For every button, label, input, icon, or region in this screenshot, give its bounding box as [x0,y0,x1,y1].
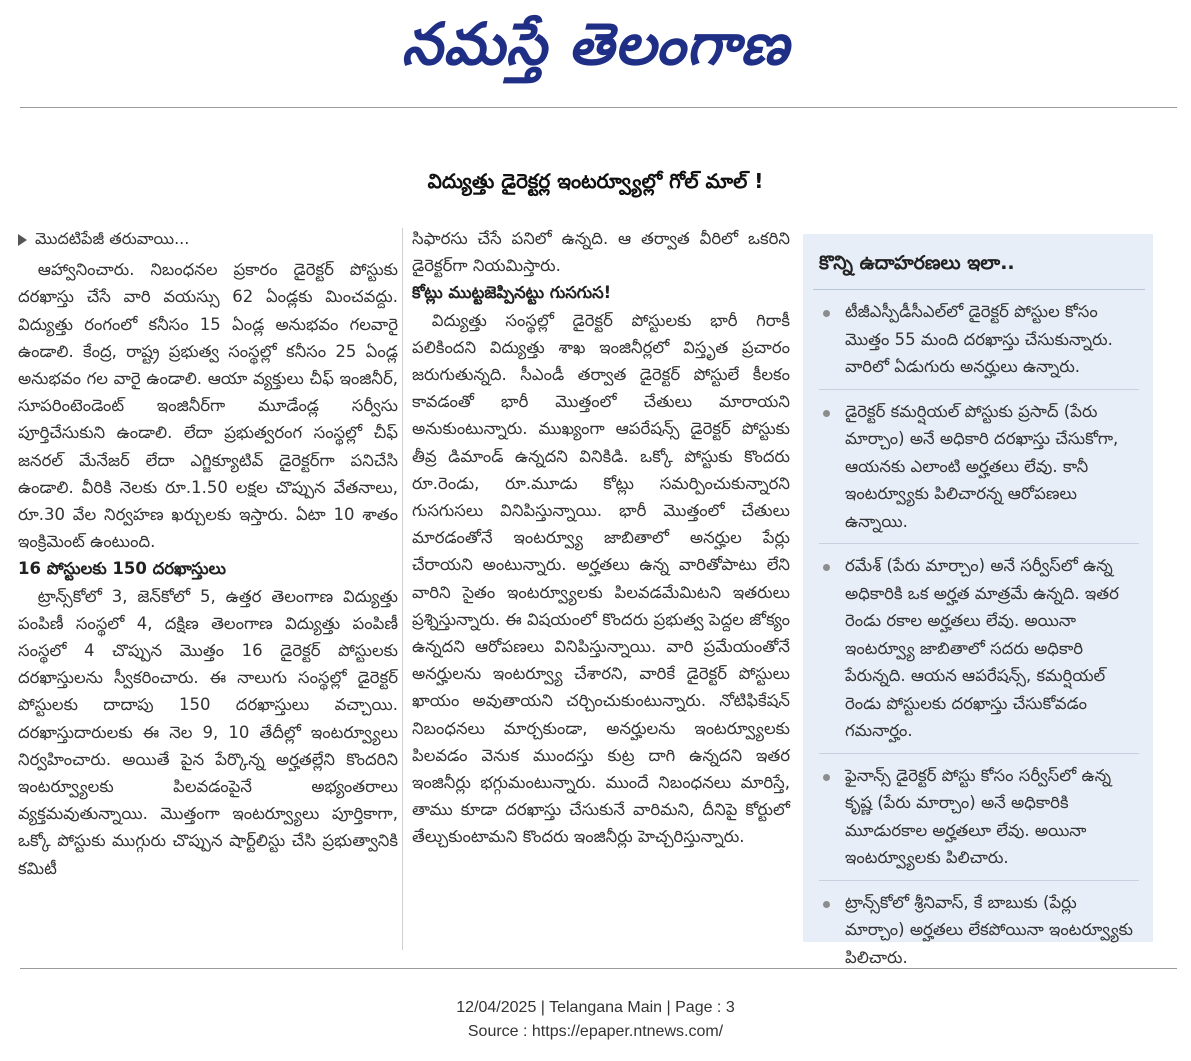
bullet-icon [823,310,830,317]
sidebar-title: కొన్ని ఉదాహరణలు ఇలా.. [819,252,1015,274]
paragraph: సిఫారసు చేసే పనిలో ఉన్నది. ఆ తర్వాత వీరిలో ఒకరిని డైరెక్టర్‌గా నియమిస్తారు. [412,229,790,276]
subheading: 16 పోస్టులకు 150 దరఖాస్తులు [18,559,226,579]
edition-info: 12/04/2025 | Telangana Main | Page : 3 [456,999,735,1016]
list-item-text: రమేశ్ (పేరు మార్చాం) అనే సర్వీస్‌లో ఉన్న అధికారికి ఒక అర్హత మాత్రమే ఉన్నది. ఇతర రెండు రకాల అర్హతలు లేవు. అయినా ఇంటర్వ్యూ జాబితాలో సదరు అధికారి పేరున్నది. ఆయన ఆపరేషన్స్, కమర్షియల్ రెండు పోస్టులకు దరఖాస్తు చేసుకోవడం గమనార్హం. [845,556,1119,740]
article-column-1 [18,225,398,882]
list-item [819,389,1139,544]
subheading: కోట్లు ముట్టజెప్పినట్టు గుసగుస! [412,283,612,303]
list-item-text: డైరెక్టర్ కమర్షియల్ పోస్టుకు ప్రసాద్ (పేరు మార్చాం) అనే అధికారి దరఖాస్తు చేసుకోగా, ఆయనకు ఎలాంటి అర్హతలు లేవు. కానీ ఇంటర్వ్యూకు పిలిచారన్న ఆరోపణలు ఉన్నాయి. [845,401,1119,531]
bullet-icon [823,774,830,781]
list-item-text: ట్రాన్స్‌కోలో శ్రీనివాస్, కే బాబుకు (పేర్లు మార్చాం) అర్హతలు లేకపోయినా ఇంటర్వ్యూకు పిలిచారు. [845,892,1134,967]
paragraph: ఆహ్వానించారు. నిబంధనల ప్రకారం డైరెక్టర్ పోస్టుకు దరఖాస్తు చేసే వారి వయస్సు 62 ఏండ్లకు మించవద్దు. విద్యుత్తు రంగంలో కనీసం 15 ఏండ్ల అనుభవం గలవారై ఉండాలి. కేంద్ర, రాష్ట్ర ప్రభుత్వ సంస్థల్లో కనీసం 25 ఏండ్ల అనుభవం గల వారై ఉండాలి. ఆయా వ్యక్తులు చీఫ్ ఇంజినీర్, సూపరింటెండెంట్ ఇంజినీర్‌గా మూడేండ్ల సర్వీసు పూర్తిచేసుకుని ఉండాలి. లేదా ప్రభుత్వరంగ సంస్థల్లో చీఫ్ జనరల్ మేనేజర్ లేదా ఎగ్జిక్యూటివ్ డైరెక్టర్‌గా పనిచేసి ఉండాలి. వీరికి నెలకు రూ.1.50 లక్షల చొప్పున వేతనాలు, రూ.30 వేల నిర్వహణ ఖర్చులకు ఇస్తారు. ఏటా 10 శాతం ఇంక్రిమెంట్ ఉంటుంది. [18,260,398,552]
footer [0,996,1191,1044]
continuation-label [18,225,398,252]
newspaper-logo: నమస్తే తెలంగాణ [401,10,790,78]
paragraph: విద్యుత్తు సంస్థల్లో డైరెక్టర్ పోస్టులకు భారీ గిరాకీ పలికిందని విద్యుత్తు శాఖ ఇంజినీర్లలో విస్తృత ప్రచారం జరుగుతున్నది. సీఎండీ తర్వాత డైరెక్టర్ పోస్టులే కీలకం కావడంతో భారీ మొత్తంలో చేతులు మారాయని అనుకుంటున్నారు. ముఖ్యంగా ఆపరేషన్స్ డైరెక్టర్ పోస్టుకు తీవ్ర డిమాండ్ ఉన్నదని వినికిడి. ఒక్కో పోస్టుకు కొందరు రూ.రెండు, రూ.మూడు కోట్లు సమర్పించుకున్నారని గుసగుసలు వినిపిస్తున్నాయి. భారీ మొత్తంలో చేతులు మారడంతోనే ఇంటర్వ్యూ జాబితాలో అనర్హుల పేర్లు చేరాయని అంటున్నారు. అర్హతలు ఉన్న వారితోపాటు లేని వారిని సైతం ఇంటర్వ్యూలకు పిలవడమేమిటని ఇతరులు ప్రశ్నిస్తున్నారు. ఈ విషయంలో కొందరు ప్రభుత్వ పెద్దల జోక్యం ఉన్నదని ఆరోపణలు వినిపిస్తున్నాయి. వారి ప్రమేయంతోనే అనర్హులను ఇంటర్వ్యూ చేశారని, వారికే డైరెక్టర్ పోస్టులు ఖాయం అవుతాయని చర్చించుకుంటున్నారు. నోటిఫికేషన్ నిబంధనలు మార్చకుండా, అనర్హులను ఇంటర్వ్యూలకు పిలవడం వెనుక ముందస్తు కుట్ర దాగి ఉన్నదని ఇతర ఇంజినీర్లు భగ్గుమంటున్నారు. ముందే నిబంధనలు మారిస్తే, తాము కూడా దరఖాస్తు చేసుకునే వారిమని, దీనిపై కోర్టులో తేల్చుకుంటామని కొందరు ఇంజినీర్లు హెచ్చరిస్తున్నారు. [412,310,790,847]
examples-list [819,290,1139,979]
list-item [819,753,1139,880]
bullet-icon [823,410,830,417]
list-item-text: టీజీఎస్పీడీసీఎల్‌లో డైరెక్టర్ పోస్టుల కోసం మొత్తం 55 మంది దరఖాస్తు చేసుకున్నారు. వారిలో ఏడుగురు అనర్హులు ఉన్నారు. [845,302,1113,376]
source-link[interactable]: Source : https://epaper.ntnews.com/ [467,1023,724,1040]
bullet-icon [823,901,830,908]
masthead [0,4,1191,84]
list-item [819,880,1139,980]
list-item [819,290,1139,389]
top-divider [20,107,1177,108]
list-item [819,543,1139,753]
bottom-divider [20,968,1177,969]
article-column-2 [412,225,790,851]
headline: విద్యుత్తు డైరెక్టర్ల ఇంటర్వ్యూల్లో గోల్ మాల్ ! [427,169,764,193]
paragraph: ట్రాన్స్‌కోలో 3, జెన్‌కోలో 5, ఉత్తర తెలంగాణ విద్యుత్తు పంపిణీ సంస్థలో 4, దక్షిణ తెలంగాణ విద్యుత్తు పంపిణీ సంస్థలో 4 చొప్పున మొత్తం 16 డైరెక్టర్ పోస్టులకు దరఖాస్తులను స్వీకరించారు. ఈ నాలుగు సంస్థల్లో డైరెక్టర్ పోస్టులకు దాదాపు 150 దరఖాస్తులు వచ్చాయి. దరఖాస్తుదారులకు ఈ నెల 9, 10 తేదీల్లో ఇంటర్వ్యూలు నిర్వహించారు. అయితే పైన పేర్కొన్న అర్హతల్లేని కొందరిని ఇంటర్వ్యూలకు పిలవడంపైనే అభ్యంతరాలు వ్యక్తమవుతున్నాయి. మొత్తంగా ఇంటర్వ్యూలు పూర్తికాగా, ఒక్కో పోస్టుకు ముగ్గురు చొప్పున షార్ట్‌లిస్టు చేసి ప్రభుత్వానికి కమిటీ [18,586,398,878]
bullet-icon [823,564,830,571]
examples-sidebar [803,234,1153,967]
triangle-icon [18,234,27,246]
continuation-text: మొదటిపేజీ తరువాయి... [35,229,190,248]
column-divider [402,228,403,950]
list-item-text: ఫైనాన్స్ డైరెక్టర్ పోస్టు కోసం సర్వీస్‌లో ఉన్న కృష్ణ (పేరు మార్చాం) అనే అధికారికి మూడురకాల అర్హతలూ లేవు. అయినా ఇంటర్వ్యూలకు పిలిచారు. [845,765,1112,867]
